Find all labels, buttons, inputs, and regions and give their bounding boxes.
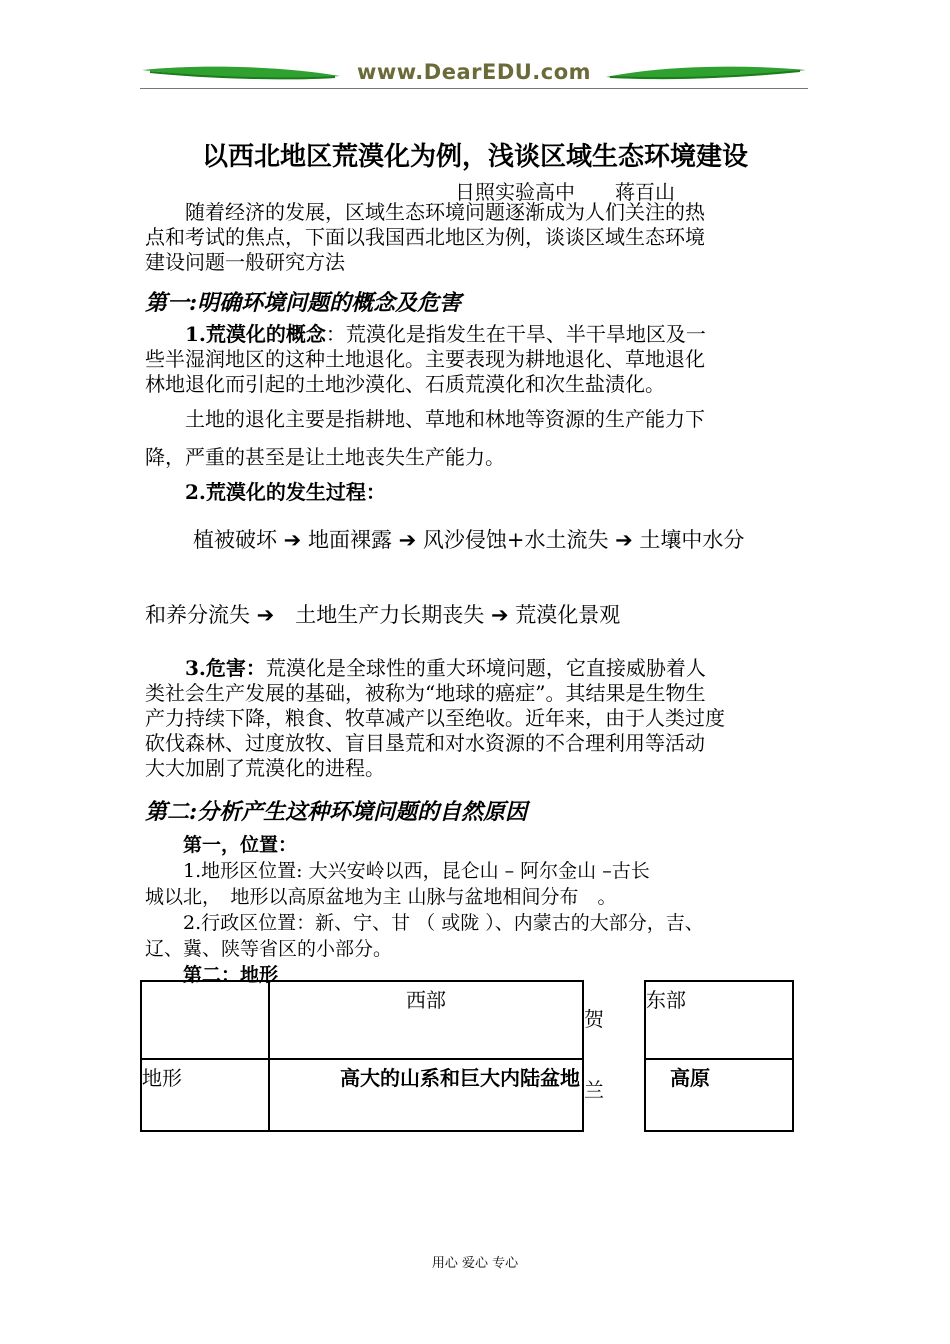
- section2-body: [145, 832, 810, 988]
- location-line: 1.地形区位置: 大兴安岭以西，昆仑山 – 阿尔金山 –古长: [145, 860, 650, 882]
- item3-line: 类社会生产发展的基础，被称为“地球的癌症”。其结果是生物生: [145, 681, 706, 705]
- sub1-label: 第一，位置：: [183, 834, 298, 856]
- item3-paragraph: [145, 656, 810, 781]
- item3-line: [145, 656, 810, 681]
- table-row-label: 地形: [141, 1059, 269, 1131]
- item3-line: 砍伐森林、过度放牧、盲目垦荒和对水资源的不合理利用等活动: [145, 731, 705, 755]
- helan-cell: [583, 981, 645, 1131]
- process-flow-line2: 和养分流失 ➔ 土地生产力长期丧失 ➔ 荒漠化景观: [145, 603, 621, 627]
- item2-heading: [145, 480, 810, 505]
- item3-line: 大大加剧了荒漠化的进程。: [145, 756, 385, 780]
- intro-paragraph: [145, 200, 810, 275]
- site-banner: [140, 58, 808, 94]
- item1-line: 林地退化而引起的土地沙漠化、石质荒漠化和次生盐渍化。: [145, 372, 665, 396]
- item1-line: [145, 322, 810, 347]
- helan-char: 兰: [584, 1078, 604, 1102]
- item2-label: 2.荒漠化的发生过程：: [185, 480, 386, 504]
- terrain-table: [140, 980, 794, 1132]
- item3-label: 3.危害：: [185, 656, 266, 680]
- section2-heading: 第二:分析产生这种环境问题的自然原因: [145, 799, 528, 825]
- author-line: 日照实验高中 蒋百山: [455, 180, 675, 204]
- item3-text: 荒漠化是全球性的重大环境问题，它直接威胁着人: [265, 656, 706, 680]
- intro-line: 随着经济的发展，区域生态环境问题逐渐成为人们关注的热: [145, 200, 705, 224]
- intro-line: 建设问题一般研究方法: [145, 250, 345, 274]
- site-url: www.DearEDU.com: [356, 60, 592, 84]
- table-row: [141, 1059, 793, 1131]
- header-divider: [140, 88, 808, 89]
- east-terrain-value: 高原: [645, 1059, 793, 1131]
- sub2-label: 第二：地形: [183, 964, 279, 986]
- page-footer: 用心 爱心 专心: [431, 1256, 519, 1271]
- item1-extra-line: 土地的退化主要是指耕地、草地和林地等资源的生产能力下: [145, 407, 705, 431]
- west-terrain-value: 高大的山系和巨大内陆盆地: [269, 1059, 583, 1131]
- location-line: 辽、冀、陕等省区的小部分。: [145, 938, 393, 960]
- item1-text: ：荒漠化是指发生在干旱、半干旱地区及一: [325, 322, 706, 346]
- table-cell-empty: [141, 981, 269, 1059]
- table-row: [141, 981, 793, 1059]
- table-header-west: 西部: [269, 981, 583, 1059]
- item1-extra-paragraph: [145, 400, 810, 476]
- item1-label: 1.荒漠化的概念: [185, 322, 326, 346]
- process-flow-line1: 植被破坏 ➔ 地面裸露 ➔ 风沙侵蚀+水土流失 ➔ 土壤中水分: [193, 528, 745, 552]
- item1-line: 些半湿润地区的这种土地退化。主要表现为耕地退化、草地退化: [145, 347, 705, 371]
- item1-extra-line: 降，严重的甚至是让土地丧失生产能力。: [145, 445, 505, 469]
- location-line: 2.行政区位置：新、宁、甘 （ 或陇 ）、内蒙古的大部分，吉、: [145, 912, 704, 934]
- page-title: 以西北地区荒漠化为例，浅谈区域生态环境建设: [201, 142, 748, 172]
- item1-paragraph: [145, 322, 810, 397]
- location-line: 城以北， 地形以高原盆地为主 山脉与盆地相间分布 。: [145, 886, 617, 908]
- item3-line: 产力持续下降，粮食、牧草减产以至绝收。近年来，由于人类过度: [145, 706, 725, 730]
- section1-heading: 第一:明确环境问题的概念及危害: [145, 290, 462, 316]
- table-header-east: 东部: [645, 981, 793, 1059]
- sub-heading-location: [145, 832, 810, 858]
- intro-line: 点和考试的焦点，下面以我国西北地区为例，谈谈区域生态环境: [145, 225, 705, 249]
- helan-char: 贺: [584, 1007, 604, 1031]
